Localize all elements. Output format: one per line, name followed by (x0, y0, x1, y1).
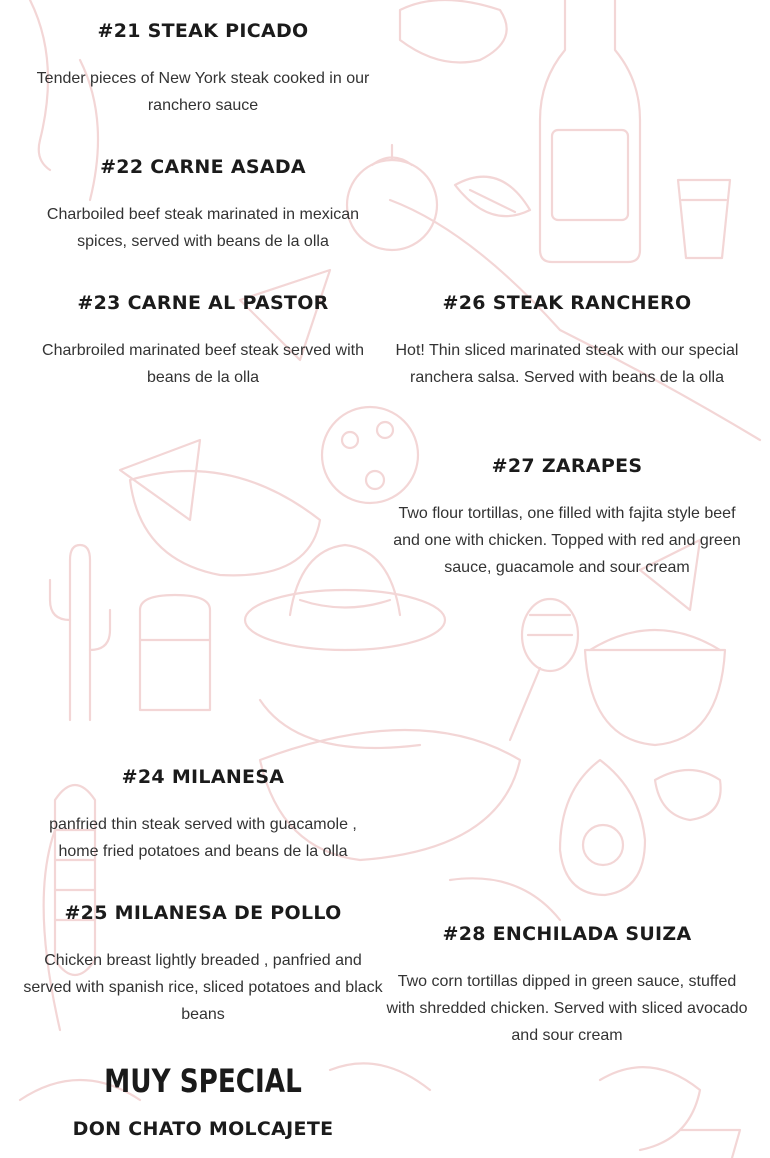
item-description: panfried thin steak served with guacamole , home fried potatoes and beans de la olla (49, 816, 357, 860)
item-description: Charbroiled marinated beef steak served with beans de la olla (42, 342, 364, 386)
cactus-icon (50, 545, 110, 720)
chili-icon-2 (260, 700, 420, 748)
item-description: Tender pieces of New York steak cooked in our ranchero sauce (36, 70, 370, 114)
item-title: #25 MILANESA DE POLLO (64, 902, 342, 924)
item-title: #23 CARNE AL PASTOR (77, 292, 329, 314)
salt-shaker-icon (140, 595, 210, 710)
menu-item-24 (20, 764, 386, 865)
section-first-item (20, 1116, 386, 1142)
bottle-icon (540, 0, 640, 262)
item-title: #28 ENCHILADA SUIZA (442, 923, 692, 945)
avocado-icon (560, 760, 721, 895)
menu-item-22 (20, 154, 386, 255)
item-title: #22 CARNE ASADA (100, 156, 306, 178)
item-title: DON CHATO MOLCAJETE (72, 1118, 334, 1140)
item-description: Charboiled beef steak marinated in mexican spices, served with beans de la olla (46, 206, 360, 250)
maracas-icon (510, 599, 578, 740)
item-title: #21 STEAK PICADO (97, 20, 309, 42)
item-description: Hot! Thin sliced marinated steak with our special ranchera salsa. Served with beans de la olla (395, 342, 739, 386)
item-title: #24 MILANESA (121, 766, 285, 788)
item-description: Two corn tortillas dipped in green sauce, stuffed with shredded chicken. Served with sliced avocado and sour cream (386, 973, 748, 1044)
lime-icon (455, 177, 530, 216)
menu-item-21 (20, 18, 386, 119)
shot-glass-icon (678, 180, 730, 258)
item-description: Two flour tortillas, one filled with fajita style beef and one with chicken. Topped with red and green sauce, guacamole and sour cream (393, 505, 741, 576)
menu-item-27 (384, 453, 750, 581)
menu-item-23 (20, 290, 386, 391)
menu-item-28 (384, 921, 750, 1049)
section-heading: MUY SPECIAL (104, 1062, 302, 1100)
item-title: #27 ZARAPES (491, 455, 643, 477)
menu-item-25 (20, 900, 386, 1028)
menu-item-26 (384, 290, 750, 391)
item-title: #26 STEAK RANCHERO (442, 292, 692, 314)
item-description: Chicken breast lightly breaded , panfried and served with spanish rice, sliced potatoes and black beans (23, 952, 383, 1023)
